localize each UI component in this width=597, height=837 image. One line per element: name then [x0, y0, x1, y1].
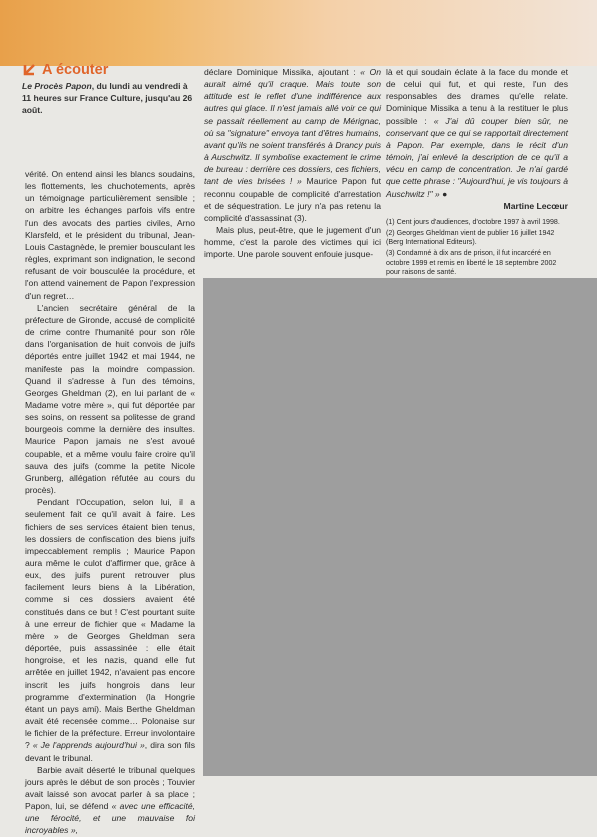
- article-column-1: [25, 168, 195, 837]
- article-column-3: [386, 66, 568, 279]
- image-placeholder: [203, 278, 597, 776]
- paragraph: Mais plus, peut-être, que le jugement d'un homme, c'est la parole des victimes qui ici importe. Une parole souvent enfouie jusque-: [204, 225, 381, 260]
- paragraph: déclare Dominique Missika, ajoutant : « On aurait aimé qu'il craque. Mais toute son attitude est le reflet d'une indifférence aux autres qui glace. Il n'est jamais allé voir ce qui se passait réellement au camp de Mérignac, où sa "signature" envoya tant d'êtres humains, avant qu'ils ne soient transférés à Drancy puis à Auschwitz. Il symbolise exactement le crime de bureau : derrière ces dossiers, ces fichiers, tant de vies brisées ! » Maurice Papon fut reconnu coupable de complicité d'arrestation et de séquestration. Le jury n'a pas retenu la complicité d'assassinat (3).: [204, 67, 381, 223]
- author-signature: Martine Lecœur: [503, 200, 568, 211]
- article-column-2: [204, 66, 381, 261]
- listen-details: Le Procès Papon, du lundi au vendredi à 11 heures sur France Culture, jusqu'au 26 août.: [22, 81, 193, 116]
- listen-heading: [22, 62, 194, 78]
- footnote: (1) Cent jours d'audiences, d'octobre 1997 à avril 1998.: [386, 217, 560, 226]
- show-name: Le Procès Papon: [22, 81, 92, 91]
- end-mark-icon: ●: [442, 188, 448, 199]
- paragraph: L'ancien secrétaire général de la préfecture de Gironde, accusé de complicité de crime contre l'humanité pour son rôle dans l'organisation de huit convois de juifs déportés entre juillet 1942 et mai 1944, ne manifeste pas la moindre compassion. Quand il s'adresse à l'un des témoins, Georges Gheldman (2), en lui parlant de « Madame votre mère », qui fut déportée par ses soins, on ressent sa politesse de grand bourgeois comme la dernière des insultes. Maurice Papon jamais ne s'est avoué coupable, et a même voulu faire croire qu'il sauva des juifs (comme la petite Nicole Grunberg, allégation réfutée au cours du procès).: [25, 302, 195, 496]
- paragraph: là et qui soudain éclate à la face du monde et de celui qui fut, et qui reste, l'un des responsables des drames qu'elle relate. Dominique Missika a tenu à la restituer le plus possible : « J'ai dû couper bien sûr, ne conservant que ce qui se rapportait directement à Papon. Par exemple, dans le récit d'un témoin, j'ai enlevé la description de ce qu'il a vécu en camp de concentration. Je n'ai gardé que cette phrase : "Aujourd'hui, je vis toujours à Auschwitz !" » ●: [386, 67, 569, 199]
- header-banner: [0, 0, 597, 66]
- paragraph: vérité. On entend ainsi les blancs soudains, les flottements, les chuchotements, après un témoignage particulièrement sensible ; on arbitre les échanges parfois vifs entre l'un des avocats des parties civiles, Arno Klarsfeld, et le président du tribunal, Jean-Louis Castagnède, le premier bousculant les règles, exprimant son indignation, le second refusant de voir bousculée la procédure, et l'on attend vainement de Papon l'expression d'un regret…: [25, 169, 195, 301]
- footnotes: [386, 218, 568, 277]
- footnote: (3) Condamné à dix ans de prison, il fut incarcéré en octobre 1999 et remis en liberté le 18 septembre 2002 pour raisons de santé.: [386, 249, 557, 276]
- arrow-down-right-icon: [22, 63, 36, 77]
- footnote: (2) Georges Gheldman vient de publier 16 juillet 1942 (Berg International Editeurs).: [386, 229, 555, 247]
- listen-box: [22, 62, 194, 117]
- paragraph: Pendant l'Occupation, selon lui, il a seulement fait ce qu'il avait à faire. Les fichiers de ses services étaient bien tenus, les dossiers de confiscation des biens juifs impeccablement remplis ; Maurice Papon aura même le culot d'affirmer que, grâce à eux, des juifs purent retrouver plus facilement leurs biens à la Libération, comme si ces dossiers avaient été constitués dans ce but ! C'est pourtant suite à une erreur de fichier que « Madame la mère » de Georges Gheldman sera déportée, puis assassinée : elle était hongroise, et les nazis, quand elle fut arrêtée en juillet 1942, n'avaient pas encore inscrit les juifs hongrois dans leur programme d'extermination (la Hongrie étant un pays ami). Mais Berthe Gheldman avait été recensée comme… Polonaise sur le fichier de la préfecture. Erreur involontaire ? « Je l'apprends aujourd'hui », dira son fils devant le tribunal.: [25, 497, 195, 763]
- listen-title: A écouter: [42, 62, 109, 78]
- paragraph: Barbie avait déserté le tribunal quelques jours après le début de son procès ; Touvier avait laissé son avocat parler à sa place ; Papon, lui, se défend « avec une efficacité, une férocité, et une mauvaise foi incroyables »,: [25, 764, 195, 836]
